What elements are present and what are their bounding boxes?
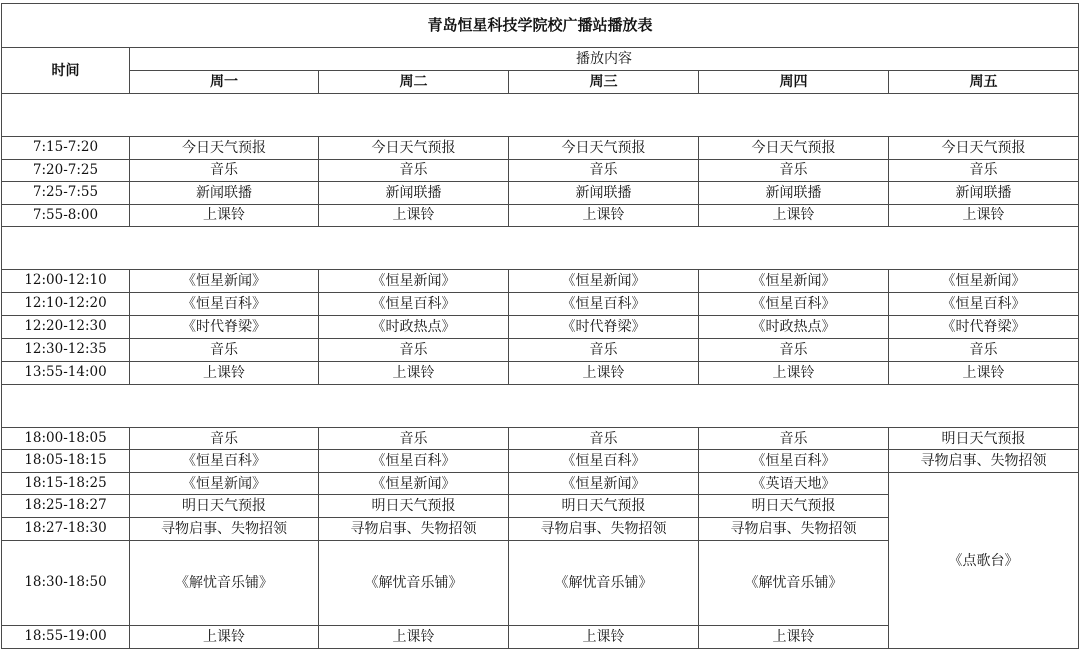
program-cell: 《时代脊梁》 <box>509 316 699 339</box>
program-cell: 《恒星百科》 <box>889 293 1079 316</box>
day-header-friday: 周五 <box>889 71 1079 94</box>
program-cell: 寻物启事、失物招领 <box>509 518 699 541</box>
header-row-1 <box>2 48 1079 71</box>
time-slot-cell: 18:27-18:30 <box>2 518 130 541</box>
header-row-days <box>2 71 1079 94</box>
program-cell: 音乐 <box>509 339 699 362</box>
program-cell: 《时政热点》 <box>699 316 889 339</box>
program-cell: 音乐 <box>889 159 1079 182</box>
program-cell: 今日天气预报 <box>889 137 1079 160</box>
section-spacer <box>2 385 1079 428</box>
program-cell: 明日天气预报 <box>889 428 1079 450</box>
table-row <box>2 316 1079 339</box>
program-cell: 音乐 <box>699 428 889 450</box>
program-cell: 音乐 <box>509 428 699 450</box>
table-row <box>2 450 1079 473</box>
program-cell: 《解忧音乐铺》 <box>130 541 319 626</box>
program-cell: 上课铃 <box>509 204 699 227</box>
time-slot-cell: 7:25-7:55 <box>2 182 130 205</box>
program-cell: 新闻联播 <box>130 182 319 205</box>
program-cell: 上课铃 <box>130 204 319 227</box>
program-cell: 明日天气预报 <box>699 495 889 518</box>
program-cell: 《恒星新闻》 <box>699 270 889 293</box>
program-cell: 《恒星百科》 <box>319 293 509 316</box>
program-cell: 上课铃 <box>889 362 1079 385</box>
day-header-monday: 周一 <box>130 71 319 94</box>
program-cell: 上课铃 <box>509 362 699 385</box>
program-cell: 上课铃 <box>889 204 1079 227</box>
program-cell: 新闻联播 <box>509 182 699 205</box>
program-cell: 《时代脊梁》 <box>889 316 1079 339</box>
program-cell: 《恒星新闻》 <box>130 473 319 495</box>
time-slot-cell: 12:10-12:20 <box>2 293 130 316</box>
time-slot-cell: 18:05-18:15 <box>2 450 130 473</box>
program-cell: 《恒星百科》 <box>319 450 509 473</box>
time-slot-cell: 18:15-18:25 <box>2 473 130 495</box>
table-row <box>2 159 1079 182</box>
program-cell: 音乐 <box>130 428 319 450</box>
program-cell: 《恒星新闻》 <box>319 270 509 293</box>
program-cell: 今日天气预报 <box>130 137 319 160</box>
program-cell: 明日天气预报 <box>319 495 509 518</box>
table-row <box>2 270 1079 293</box>
program-cell: 音乐 <box>699 159 889 182</box>
program-cell: 上课铃 <box>319 626 509 649</box>
time-slot-cell: 18:00-18:05 <box>2 428 130 450</box>
program-cell: 《恒星新闻》 <box>889 270 1079 293</box>
program-cell: 音乐 <box>130 159 319 182</box>
table-row <box>2 293 1079 316</box>
program-cell: 《恒星百科》 <box>509 450 699 473</box>
program-cell: 《恒星新闻》 <box>130 270 319 293</box>
time-slot-cell: 18:55-19:00 <box>2 626 130 649</box>
table-row <box>2 428 1079 450</box>
table-row <box>2 182 1079 205</box>
program-cell: 上课铃 <box>699 626 889 649</box>
time-slot-cell: 7:15-7:20 <box>2 137 130 160</box>
program-cell: 今日天气预报 <box>319 137 509 160</box>
program-cell: 新闻联播 <box>889 182 1079 205</box>
program-cell: 《恒星百科》 <box>509 293 699 316</box>
table-row <box>2 339 1079 362</box>
program-cell: 《英语天地》 <box>699 473 889 495</box>
time-slot-cell: 13:55-14:00 <box>2 362 130 385</box>
spacer-row-noon <box>2 227 1079 270</box>
program-cell: 音乐 <box>319 428 509 450</box>
program-cell: 上课铃 <box>699 204 889 227</box>
program-cell: 《恒星百科》 <box>699 293 889 316</box>
program-cell: 寻物启事、失物招领 <box>130 518 319 541</box>
program-cell: 明日天气预报 <box>509 495 699 518</box>
title-row <box>2 4 1079 48</box>
section-spacer <box>2 94 1079 137</box>
friday-merged-program-cell: 《点歌台》 <box>889 473 1079 649</box>
table-title: 青岛恒星科技学院校广播站播放表 <box>2 4 1079 48</box>
program-cell: 音乐 <box>319 339 509 362</box>
program-cell: 明日天气预报 <box>130 495 319 518</box>
program-cell: 《恒星百科》 <box>130 450 319 473</box>
table-row <box>2 204 1079 227</box>
program-cell: 《恒星百科》 <box>130 293 319 316</box>
time-slot-cell: 18:30-18:50 <box>2 541 130 626</box>
spacer-row-morning <box>2 94 1079 137</box>
program-cell: 音乐 <box>319 159 509 182</box>
program-cell: 《恒星百科》 <box>699 450 889 473</box>
program-cell: 上课铃 <box>319 362 509 385</box>
spacer-row-evening <box>2 385 1079 428</box>
time-slot-cell: 12:20-12:30 <box>2 316 130 339</box>
time-slot-cell: 12:30-12:35 <box>2 339 130 362</box>
day-header-wednesday: 周三 <box>509 71 699 94</box>
section-spacer <box>2 227 1079 270</box>
program-cell: 《恒星新闻》 <box>509 473 699 495</box>
program-cell: 音乐 <box>699 339 889 362</box>
program-cell: 音乐 <box>889 339 1079 362</box>
program-cell: 新闻联播 <box>319 182 509 205</box>
table-row <box>2 137 1079 160</box>
table-row <box>2 473 1079 495</box>
program-cell: 寻物启事、失物招领 <box>889 450 1079 473</box>
program-cell: 上课铃 <box>130 626 319 649</box>
program-cell: 《恒星新闻》 <box>509 270 699 293</box>
program-cell: 上课铃 <box>130 362 319 385</box>
program-cell: 今日天气预报 <box>699 137 889 160</box>
day-header-tuesday: 周二 <box>319 71 509 94</box>
program-cell: 《解忧音乐铺》 <box>509 541 699 626</box>
program-cell: 今日天气预报 <box>509 137 699 160</box>
program-cell: 上课铃 <box>699 362 889 385</box>
program-cell: 寻物启事、失物招领 <box>699 518 889 541</box>
day-header-thursday: 周四 <box>699 71 889 94</box>
program-cell: 寻物启事、失物招领 <box>319 518 509 541</box>
program-cell: 《时代脊梁》 <box>130 316 319 339</box>
program-cell: 上课铃 <box>319 204 509 227</box>
program-cell: 《解忧音乐铺》 <box>319 541 509 626</box>
time-slot-cell: 12:00-12:10 <box>2 270 130 293</box>
time-slot-cell: 7:55-8:00 <box>2 204 130 227</box>
program-cell: 音乐 <box>130 339 319 362</box>
time-slot-cell: 7:20-7:25 <box>2 159 130 182</box>
program-cell: 新闻联播 <box>699 182 889 205</box>
program-cell: 《恒星新闻》 <box>319 473 509 495</box>
time-slot-cell: 18:25-18:27 <box>2 495 130 518</box>
program-cell: 《解忧音乐铺》 <box>699 541 889 626</box>
broadcast-schedule-table <box>1 3 1079 649</box>
table-row <box>2 362 1079 385</box>
content-header: 播放内容 <box>130 48 1079 71</box>
program-cell: 上课铃 <box>509 626 699 649</box>
program-cell: 音乐 <box>509 159 699 182</box>
time-header: 时间 <box>2 48 130 94</box>
program-cell: 《时政热点》 <box>319 316 509 339</box>
